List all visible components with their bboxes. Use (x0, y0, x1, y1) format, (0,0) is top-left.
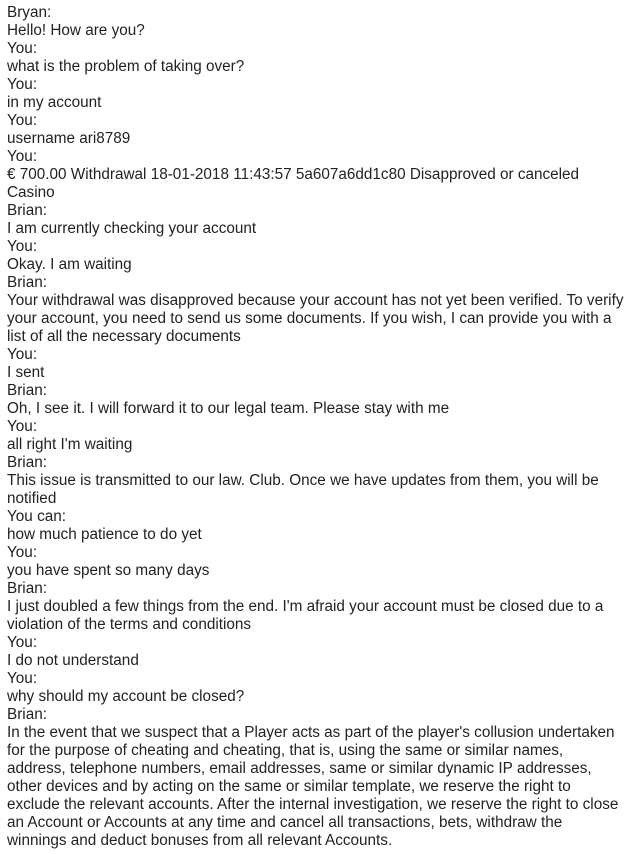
message-text: Your withdrawal was disapproved because your account has not yet been verified. To verify your account, you need to send us some documents. If you wish, I can provide you with a list of all the necessary documents (7, 292, 624, 345)
chat-message (7, 418, 625, 454)
message-sender: You: (7, 544, 38, 561)
chat-message (7, 346, 625, 382)
chat-message (7, 382, 625, 418)
chat-transcript (7, 4, 625, 850)
message-text: why should my account be closed? (7, 688, 245, 705)
message-sender: You: (7, 40, 38, 57)
message-text: Okay. I am waiting (7, 256, 132, 273)
message-sender: You: (7, 418, 38, 435)
chat-message (7, 670, 625, 706)
message-sender: You: (7, 346, 38, 363)
message-sender: Brian: (7, 202, 47, 219)
chat-message (7, 706, 625, 850)
message-sender: Brian: (7, 580, 47, 597)
message-text: I just doubled a few things from the end. I'm afraid your account must be closed due to a violation of the terms and conditions (7, 598, 604, 633)
message-text: Oh, I see it. I will forward it to our legal team. Please stay with me (7, 400, 450, 417)
message-sender: You: (7, 670, 38, 687)
message-sender: You: (7, 238, 38, 255)
message-sender: Brian: (7, 382, 47, 399)
message-sender: Brian: (7, 706, 47, 723)
chat-message (7, 580, 625, 634)
chat-message (7, 238, 625, 274)
message-sender: You: (7, 148, 38, 165)
message-text: I am currently checking your account (7, 220, 257, 237)
chat-message (7, 40, 625, 76)
chat-message (7, 76, 625, 112)
chat-message (7, 148, 625, 202)
chat-message (7, 4, 625, 40)
message-text: how much patience to do yet (7, 526, 202, 543)
message-text: in my account (7, 94, 102, 111)
message-text: € 700.00 Withdrawal 18-01-2018 11:43:57 5a607a6dd1c80 Disapproved or canceled Casino (7, 166, 580, 201)
chat-message (7, 508, 625, 544)
chat-message (7, 634, 625, 670)
chat-message (7, 454, 625, 508)
message-text: Hello! How are you? (7, 22, 145, 39)
message-sender: You: (7, 76, 38, 93)
message-text: username ari8789 (7, 130, 131, 147)
message-sender: Brian: (7, 274, 47, 291)
message-text: In the event that we suspect that a Player acts as part of the player's collusion undertaken for the purpose of cheating and cheating, that is, using the same or similar names, address, telephone numbers, email addresses, same or similar dynamic IP addresses, other devices and by acting on the same or similar template, we reserve the right to exclude the relevant accounts. After the internal investigation, we reserve the right to close an Account or Accounts at any time and cancel all transactions, bets, withdraw the winnings and deduct bonuses from all relevant Accounts. (7, 724, 619, 849)
message-text: all right I'm waiting (7, 436, 133, 453)
message-text: I sent (7, 364, 45, 381)
message-text: what is the problem of taking over? (7, 58, 245, 75)
message-sender: Bryan: (7, 4, 52, 21)
message-text: I do not understand (7, 652, 139, 669)
message-text: This issue is transmitted to our law. Club. Once we have updates from them, you will be notified (7, 472, 599, 507)
chat-message (7, 202, 625, 238)
message-sender: You can: (7, 508, 66, 525)
message-sender: You: (7, 634, 38, 651)
chat-message (7, 544, 625, 580)
message-sender: Brian: (7, 454, 47, 471)
message-sender: You: (7, 112, 38, 129)
chat-message (7, 274, 625, 346)
chat-message (7, 112, 625, 148)
message-text: you have spent so many days (7, 562, 210, 579)
